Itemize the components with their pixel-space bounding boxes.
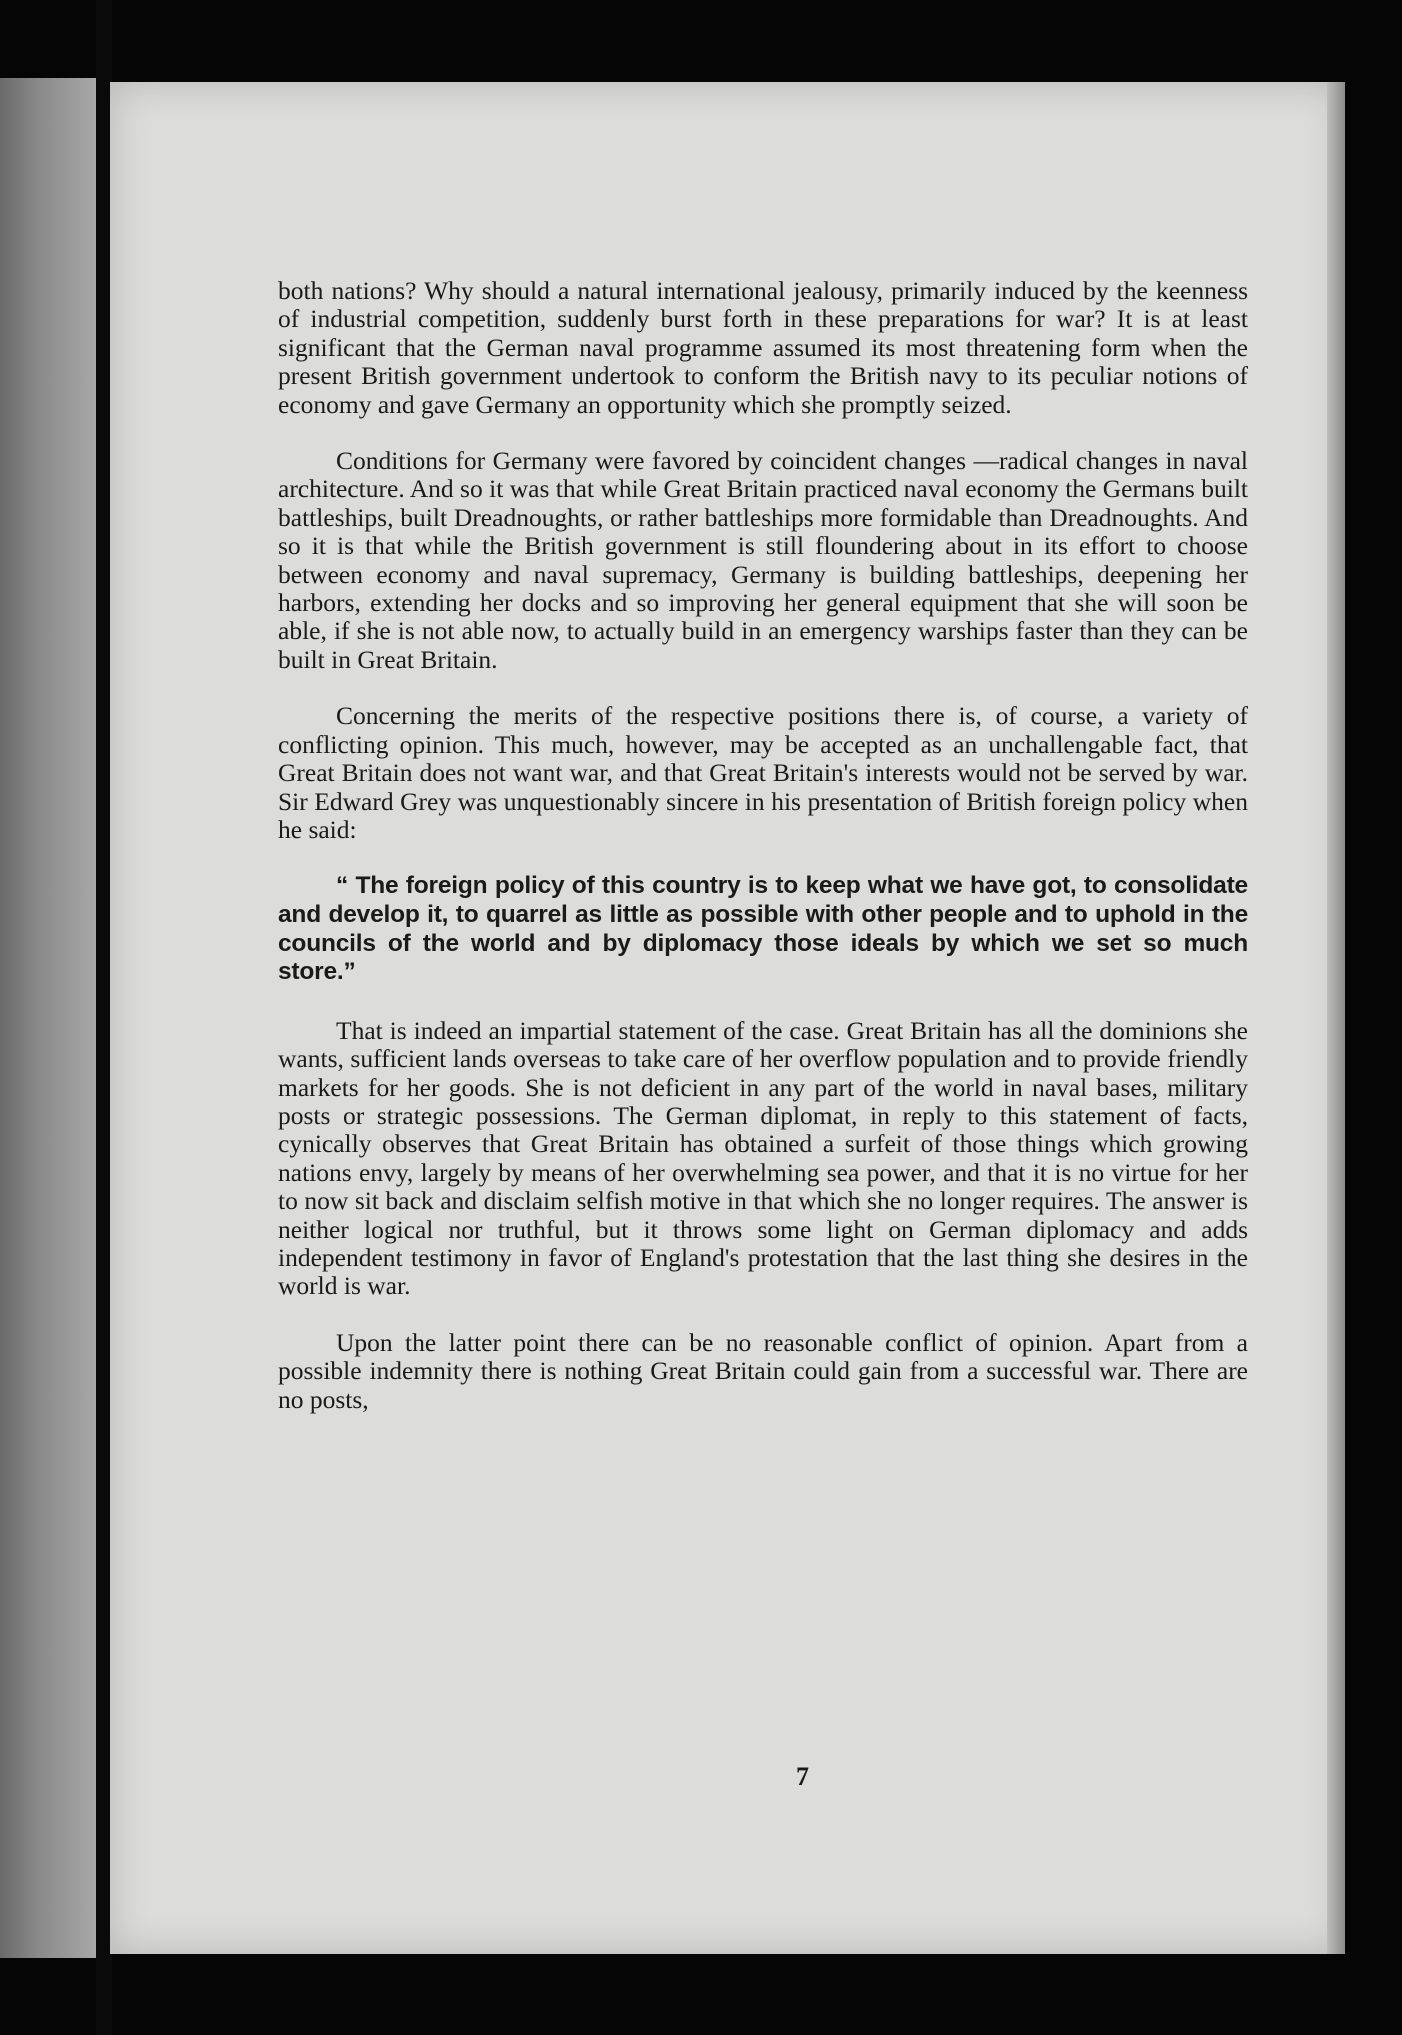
- paragraph-4: That is indeed an impartial statement of the case. Great Britain has all the dominions she wants, sufficient lands overseas to take care of her overflow population and to provide friendly markets for her goods. She is not deficient in any part of the world in naval bases, military posts or strategic possessions. The German diplomat, in reply to this statement of facts, cynically observes that Great Britain has obtained a surfeit of those things which growing nations envy, largely by means of her overwhelming sea power, and that it is no virtue for her to now sit back and disclaim selfish motive in that which she no longer requires. The answer is neither logical nor truthful, but it throws some light on German diplomacy and adds independent testimony in favor of England's protestation that the last thing she desires in the world is war.: [278, 1015, 1248, 1301]
- facing-page-edge: [0, 78, 98, 1958]
- paragraph-5: Upon the latter point there can be no reasonable conflict of opinion. Apart from a possible indemnity there is nothing Great Britain could gain from a successful war. There are no posts,: [278, 1327, 1248, 1414]
- page-text: [278, 277, 1248, 1442]
- page-edge-shadow: [1327, 82, 1345, 1954]
- book-page: [110, 82, 1345, 1954]
- paragraph-2: Conditions for Germany were favored by coincident changes —radical changes in naval architecture. And so it was that while Great Britain practiced naval economy the Germans built battleships, built Dreadnoughts, or rather battleships more formidable than Dreadnoughts. And so it is that while the British government is still floundering about in its effort to choose between economy and naval supremacy, Germany is building battleships, deepening her harbors, extending her docks and so improving her general equipment that she will soon be able, if she is not able now, to actually build in an emergency warships faster than they can be built in Great Britain.: [278, 446, 1248, 674]
- grey-quotation: “ The foreign policy of this country is to keep what we have got, to consolidate and develop it, to quarrel as little as possible with other people and to uphold in the councils of the world and by diplomacy those ideals by which we set so much store.”: [278, 872, 1248, 986]
- paragraph-3: Concerning the merits of the respective positions there is, of course, a variety of conflicting opinion. This much, however, may be accepted as an unchallengable fact, that Great Britain does not want war, and that Great Britain's interests would not be served by war. Sir Edward Grey was unquestionably sincere in his presentation of British foreign policy when he said:: [278, 701, 1248, 844]
- page-number: 7: [796, 1762, 809, 1791]
- paragraph-1: both nations? Why should a natural international jealousy, primarily induced by the keenness of industrial competition, suddenly burst forth in these preparations for war? It is at least significant that the German naval programme assumed its most threatening form when the present British government undertook to conform the British navy to its peculiar notions of economy and gave Germany an opportunity which she promptly seized.: [278, 276, 1248, 419]
